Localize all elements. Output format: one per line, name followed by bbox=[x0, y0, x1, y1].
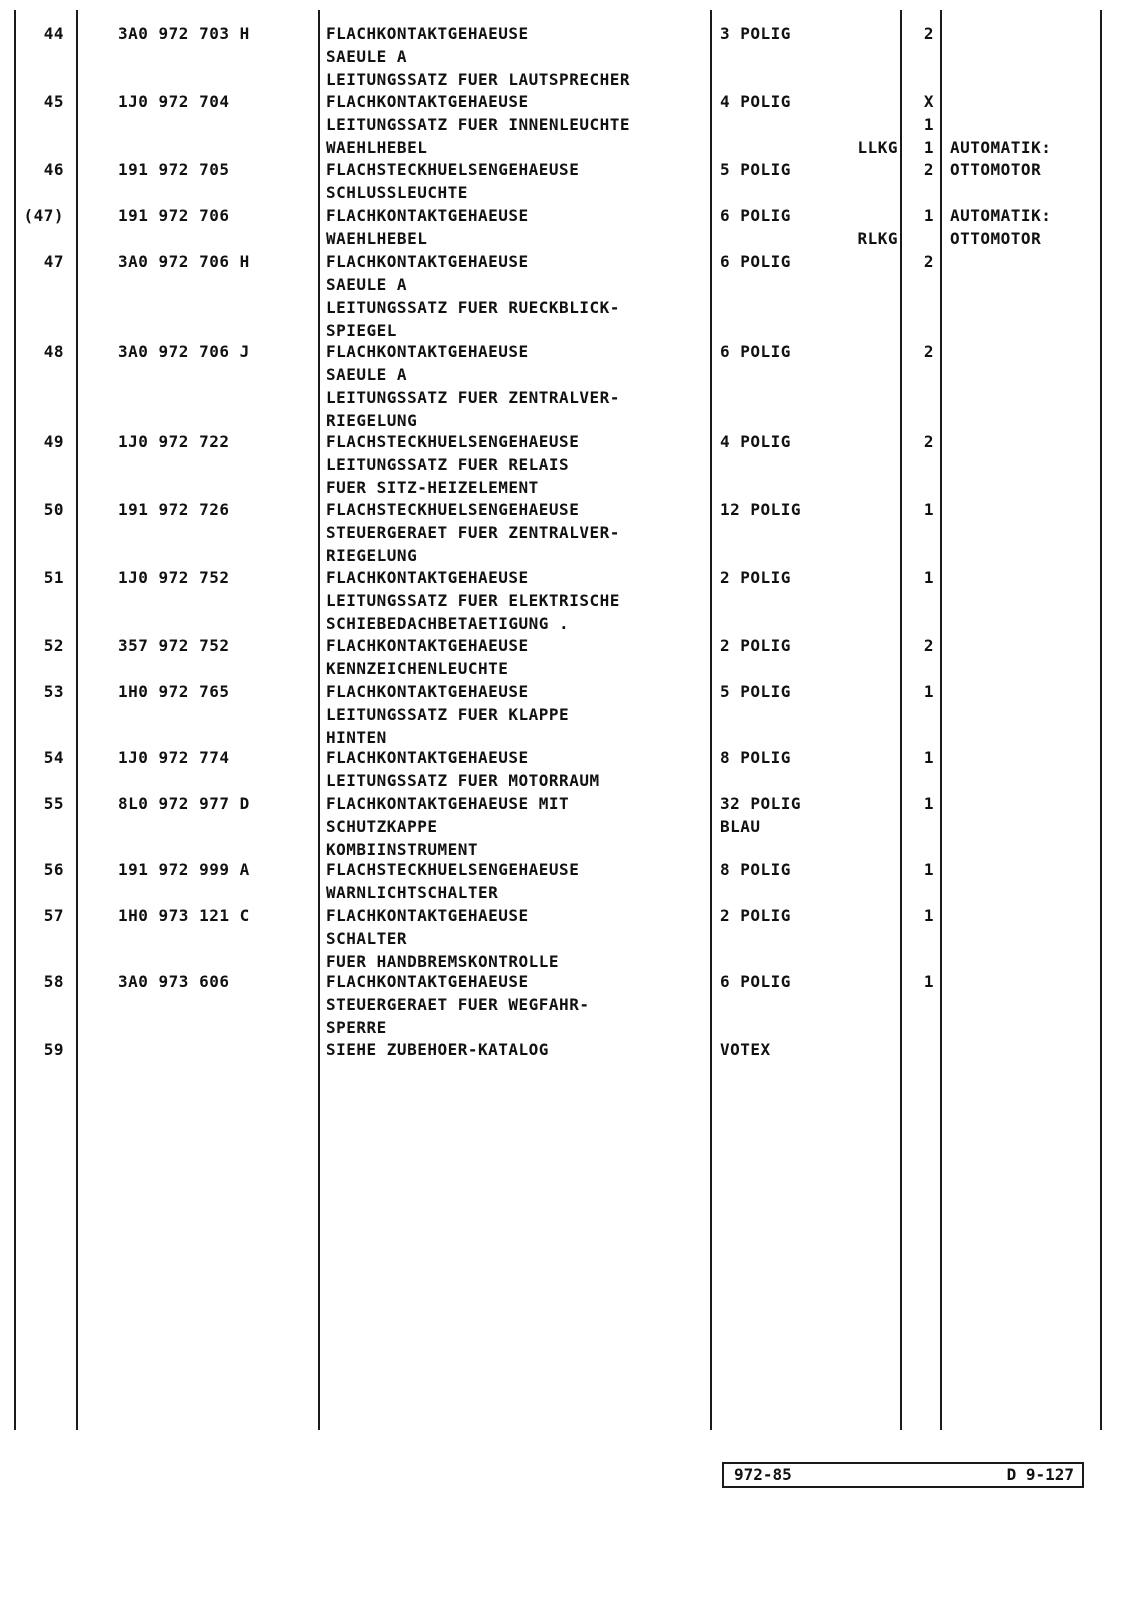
item-number: 54 bbox=[43, 748, 64, 767]
item-number: 44 bbox=[43, 24, 64, 43]
item-number: 50 bbox=[43, 500, 64, 519]
part-number: 3A0 973 606 bbox=[118, 972, 230, 991]
quantity: 2 bbox=[923, 342, 934, 361]
remark: OTTOMOTOR bbox=[950, 229, 1042, 248]
variant-note: 32 POLIG bbox=[720, 794, 802, 813]
quantity: X bbox=[923, 92, 934, 111]
quantity: 2 bbox=[923, 24, 934, 43]
item-number: 53 bbox=[43, 682, 64, 701]
part-number: 191 972 705 bbox=[118, 160, 230, 179]
description-line: FLACHKONTAKTGEHAEUSE bbox=[326, 92, 529, 111]
description-line: LEITUNGSSATZ FUER ELEKTRISCHE bbox=[326, 591, 620, 610]
description-line: FLACHKONTAKTGEHAEUSE bbox=[326, 682, 529, 701]
quantity: 2 bbox=[923, 432, 934, 451]
quantity: 1 bbox=[923, 972, 934, 991]
item-number: 58 bbox=[43, 972, 64, 991]
quantity: 1 bbox=[923, 748, 934, 767]
variant-note: 5 POLIG bbox=[720, 682, 791, 701]
description-line: RIEGELUNG bbox=[326, 546, 418, 565]
description-line: FUER SITZ-HEIZELEMENT bbox=[326, 478, 539, 497]
part-number: 3A0 972 703 H bbox=[118, 24, 250, 43]
part-number: 1J0 972 722 bbox=[118, 432, 230, 451]
description-line: FUER HANDBREMSKONTROLLE bbox=[326, 952, 560, 971]
item-number: 45 bbox=[43, 92, 64, 111]
page-reference-box bbox=[722, 1462, 1084, 1488]
item-number: (47) bbox=[23, 206, 64, 225]
description-line: LEITUNGSSATZ FUER INNENLEUCHTE bbox=[326, 115, 630, 134]
description-line: LEITUNGSSATZ FUER RELAIS bbox=[326, 455, 570, 474]
description-line: SCHUTZKAPPE bbox=[326, 817, 438, 836]
variant-note: 6 POLIG bbox=[720, 252, 791, 271]
description-line: FLACHKONTAKTGEHAEUSE bbox=[326, 906, 529, 925]
description-line: LEITUNGSSATZ FUER RUECKBLICK- bbox=[326, 298, 620, 317]
quantity: 1 bbox=[923, 794, 934, 813]
description-line: FLACHKONTAKTGEHAEUSE bbox=[326, 972, 529, 991]
variant-note: 8 POLIG bbox=[720, 748, 791, 767]
variant-note: 2 POLIG bbox=[720, 636, 791, 655]
item-number: 47 bbox=[43, 252, 64, 271]
column-rule-left bbox=[14, 10, 16, 1430]
item-number: 56 bbox=[43, 860, 64, 879]
variant-note: 4 POLIG bbox=[720, 92, 791, 111]
column-rule-part bbox=[318, 10, 320, 1430]
description-line: LEITUNGSSATZ FUER KLAPPE bbox=[326, 705, 570, 724]
remark: OTTOMOTOR bbox=[950, 160, 1042, 179]
item-number: 59 bbox=[43, 1040, 64, 1059]
part-number: 1H0 972 765 bbox=[118, 682, 230, 701]
description-line: RIEGELUNG bbox=[326, 411, 418, 430]
variant-note: 12 POLIG bbox=[720, 500, 802, 519]
variant-note: 3 POLIG bbox=[720, 24, 791, 43]
column-rule-number bbox=[76, 10, 78, 1430]
variant-note: 6 POLIG bbox=[720, 972, 791, 991]
item-number: 55 bbox=[43, 794, 64, 813]
description-line: SCHLUSSLEUCHTE bbox=[326, 183, 468, 202]
description-line: WARNLICHTSCHALTER bbox=[326, 883, 499, 902]
description-line: FLACHKONTAKTGEHAEUSE bbox=[326, 24, 529, 43]
description-line: LEITUNGSSATZ FUER MOTORRAUM bbox=[326, 771, 600, 790]
variant-note: 4 POLIG bbox=[720, 432, 791, 451]
description-line: WAEHLHEBEL bbox=[326, 138, 428, 157]
description-line: WAEHLHEBEL bbox=[326, 229, 428, 248]
description-line: SIEHE ZUBEHOER-KATALOG bbox=[326, 1040, 549, 1059]
part-number: 8L0 972 977 D bbox=[118, 794, 250, 813]
group-reference: 972-85 bbox=[734, 1465, 792, 1484]
part-number: 3A0 972 706 J bbox=[118, 342, 250, 361]
column-rule-description bbox=[710, 10, 712, 1430]
part-number: 3A0 972 706 H bbox=[118, 252, 250, 271]
part-number: 191 972 999 A bbox=[118, 860, 250, 879]
description-line: STEUERGERAET FUER WEGFAHR- bbox=[326, 995, 590, 1014]
item-number: 48 bbox=[43, 342, 64, 361]
description-line: FLACHSTECKHUELSENGEHAEUSE bbox=[326, 160, 580, 179]
quantity: 2 bbox=[923, 160, 934, 179]
description-line: KENNZEICHENLEUCHTE bbox=[326, 659, 509, 678]
variant-note: 8 POLIG bbox=[720, 860, 791, 879]
variant-note: VOTEX bbox=[720, 1040, 771, 1059]
description-line: KOMBIINSTRUMENT bbox=[326, 840, 478, 859]
description-line: FLACHSTECKHUELSENGEHAEUSE bbox=[326, 860, 580, 879]
variant-note: 6 POLIG bbox=[720, 206, 791, 225]
part-number: 1H0 973 121 C bbox=[118, 906, 250, 925]
description-line: FLACHKONTAKTGEHAEUSE bbox=[326, 636, 529, 655]
side-code: RLKG bbox=[857, 229, 898, 248]
item-number: 52 bbox=[43, 636, 64, 655]
quantity: 2 bbox=[923, 252, 934, 271]
variant-note: 2 POLIG bbox=[720, 568, 791, 587]
description-line: FLACHKONTAKTGEHAEUSE bbox=[326, 206, 529, 225]
quantity: 1 bbox=[923, 568, 934, 587]
description-line: SAEULE A bbox=[326, 275, 408, 294]
quantity: 1 bbox=[923, 860, 934, 879]
description-line: FLACHKONTAKTGEHAEUSE bbox=[326, 342, 529, 361]
part-number: 1J0 972 752 bbox=[118, 568, 230, 587]
quantity: 1 bbox=[923, 115, 934, 134]
quantity: 1 bbox=[923, 206, 934, 225]
quantity: 1 bbox=[923, 138, 934, 157]
description-line: SPIEGEL bbox=[326, 321, 397, 340]
quantity: 1 bbox=[923, 682, 934, 701]
remark: AUTOMATIK: bbox=[950, 138, 1052, 157]
description-line: FLACHSTECKHUELSENGEHAEUSE bbox=[326, 500, 580, 519]
variant-note: BLAU bbox=[720, 817, 761, 836]
variant-note: 5 POLIG bbox=[720, 160, 791, 179]
variant-note: 2 POLIG bbox=[720, 906, 791, 925]
column-rule-variant bbox=[900, 10, 902, 1430]
item-number: 46 bbox=[43, 160, 64, 179]
description-line: LEITUNGSSATZ FUER LAUTSPRECHER bbox=[326, 70, 630, 89]
description-line: SPERRE bbox=[326, 1018, 387, 1037]
part-number: 191 972 706 bbox=[118, 206, 230, 225]
description-line: SCHALTER bbox=[326, 929, 408, 948]
variant-note: 6 POLIG bbox=[720, 342, 791, 361]
remark: AUTOMATIK: bbox=[950, 206, 1052, 225]
quantity: 1 bbox=[923, 500, 934, 519]
item-number: 49 bbox=[43, 432, 64, 451]
part-number: 191 972 726 bbox=[118, 500, 230, 519]
page-number: D 9-127 bbox=[1006, 1465, 1074, 1484]
item-number: 51 bbox=[43, 568, 64, 587]
description-line: SCHIEBEDACHBETAETIGUNG . bbox=[326, 614, 570, 633]
description-line: FLACHKONTAKTGEHAEUSE bbox=[326, 568, 529, 587]
column-rule-quantity bbox=[940, 10, 942, 1430]
quantity: 1 bbox=[923, 906, 934, 925]
description-line: FLACHKONTAKTGEHAEUSE MIT bbox=[326, 794, 570, 813]
quantity: 2 bbox=[923, 636, 934, 655]
description-line: SAEULE A bbox=[326, 365, 408, 384]
description-line: LEITUNGSSATZ FUER ZENTRALVER- bbox=[326, 388, 620, 407]
part-number: 1J0 972 704 bbox=[118, 92, 230, 111]
part-number: 357 972 752 bbox=[118, 636, 230, 655]
description-line: HINTEN bbox=[326, 728, 387, 747]
side-code: LLKG bbox=[857, 138, 898, 157]
description-line: FLACHKONTAKTGEHAEUSE bbox=[326, 748, 529, 767]
part-number: 1J0 972 774 bbox=[118, 748, 230, 767]
description-line: FLACHKONTAKTGEHAEUSE bbox=[326, 252, 529, 271]
description-line: SAEULE A bbox=[326, 47, 408, 66]
description-line: FLACHSTECKHUELSENGEHAEUSE bbox=[326, 432, 580, 451]
column-rule-right bbox=[1100, 10, 1102, 1430]
item-number: 57 bbox=[43, 906, 64, 925]
description-line: STEUERGERAET FUER ZENTRALVER- bbox=[326, 523, 620, 542]
